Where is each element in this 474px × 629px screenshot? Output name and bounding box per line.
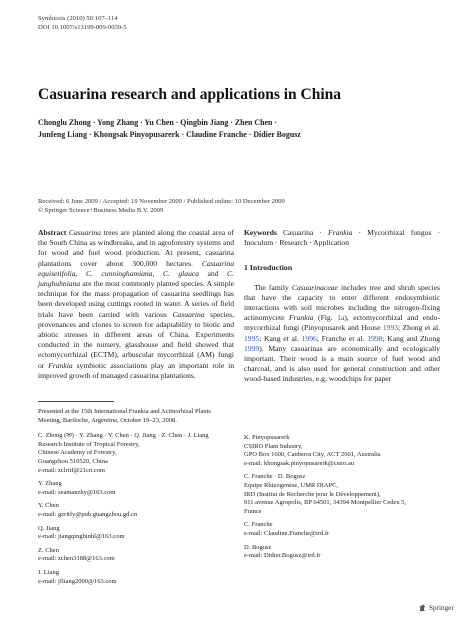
author-email[interactable]: e-mail: khongsak.pinyopusarerk@csiro.au (244, 459, 355, 467)
affiliation-block (244, 521, 440, 538)
affiliation-block (244, 544, 440, 561)
citation-link[interactable]: 1993 (382, 323, 399, 333)
intro-text: Frankia (289, 313, 314, 323)
publisher-logo (418, 603, 454, 612)
author-email[interactable]: e-mail: Didier.Bogusz@ird.fr (244, 552, 321, 560)
right-column (244, 228, 440, 385)
abstract-text: are the most commonly planted species. A simple technique for the mass propagation of casuarina seedlings has been developed using cuttings rooted in water. A series of field trials have been carried with various (38, 279, 234, 319)
author-email[interactable]: e-mail: jiangqingbinhl@163.com (38, 533, 125, 541)
citation-link[interactable]: 1995 (244, 333, 260, 343)
affiliation-line: C. Zhong (✉) · Y. Zhang · Y. Chen · Q. Jiang · Z. Chen · J. Liang (38, 432, 209, 440)
affiliation-block (38, 432, 234, 475)
abstract-paragraph (38, 228, 234, 381)
abstract-column (38, 228, 234, 381)
abstract-text: trees are planted along the coastal area of the South China as windbreaks, and in agroforestry systems and for wood and fuel wood production. At present, casuarina plantations cover about 300,000 hectares. (38, 228, 235, 268)
figure-link[interactable]: 1a (337, 313, 345, 323)
affiliation-line: 911 avenue Agropolis, BP 64501, 34394 Montpellier Cedex 5, (244, 499, 407, 507)
abstract-text: Frankia (48, 360, 73, 370)
affiliation-line: J. Liang (38, 568, 59, 576)
author-email[interactable]: e-mail: gzritfy@pub.guangzhou.gd.cn (38, 510, 138, 518)
author-list (38, 117, 438, 140)
intro-text: ; Zhong et al. (398, 323, 440, 333)
authors-line-2: Junfeng Liang · Khongsak Pinyopusarerk · Claudine Franche · Didier Bogusz (38, 129, 301, 139)
meeting-footnote: Presented at the 15th International Frankia and Actinorhizal Plants Meeting, Bariloche, Argentina, October 19–23, 2008. (38, 408, 211, 424)
abstract-text: species, provenances and clones to screen for adaptability to biotic and abiotic stresses in different areas of China. Experiments conducted in the nursery, glasshouse and field showed that ectomycorrhizal (ECTM), arbuscular mycorrhizal (AM) fungi or (38, 309, 234, 370)
affiliations-right (244, 434, 440, 561)
affiliation-block (38, 502, 234, 519)
publication-dates (38, 197, 285, 215)
springer-horse-icon (418, 603, 427, 612)
author-email[interactable]: e-mail: seamanzhy@163.com (38, 488, 116, 496)
intro-text: The family (254, 282, 292, 292)
author-email[interactable]: e-mail: Claudine.Franche@ird.fr (244, 529, 330, 537)
intro-text: ), ectomycorrhizal and endo-mycorrhizal fungi (Pinyopusarek and House (244, 313, 440, 333)
footnote-column-right (244, 434, 440, 566)
affiliation-line: France (244, 507, 262, 515)
affiliation-line: Equipe Rhizogenèse, UMR DIAPC, (244, 481, 339, 489)
citation-link[interactable]: 1998 (367, 333, 383, 343)
affiliation-block (38, 569, 234, 586)
affiliation-line: CSIRO Plant Industry, (244, 442, 303, 450)
author-email[interactable]: e-mail: zchen3188@163.com (38, 555, 115, 563)
intro-text: ; Kang and Zhong (382, 333, 440, 343)
keywords-label: Keywords (244, 228, 277, 237)
abstract-label: Abstract (38, 228, 67, 237)
intro-text: (Fig. (313, 313, 338, 323)
affiliation-line: Y. Chen (38, 502, 59, 510)
affiliation-block (38, 547, 234, 564)
journal-doi: DOI 10.1007/s13199-009-0039-5 (38, 24, 127, 31)
abstract-text: and (199, 268, 228, 278)
abstract-text: C. junghuhniana (38, 268, 234, 289)
affiliation-block (244, 434, 440, 468)
keywords-text: Casuarina · (282, 228, 329, 237)
abstract-text: symbiotic associations play an important role in improved growth of managed casuarina plantations. (38, 360, 234, 380)
intro-text: ; Kang et al. (259, 333, 302, 343)
introduction-heading: 1 Introduction (244, 263, 293, 273)
affiliation-line: K. Pinyopusarerk (244, 434, 290, 441)
affiliation-block (38, 480, 234, 497)
affiliation-block (38, 525, 234, 542)
publisher-name: Springer (429, 603, 454, 612)
abstract-text: Casuarina equisetifolia, C. cunninghamiana, C. glauca (38, 258, 234, 278)
affiliation-line: Z. Chen (38, 546, 59, 554)
affiliation-line: C. Franche (244, 521, 273, 529)
received-accepted-dates: Received: 6 June 2009 / Accepted: 19 November 2009 / Published online: 10 December 2009 (38, 198, 285, 205)
affiliation-line: GPO Box 1600, Canberra City, ACT 2601, Australia (244, 451, 381, 459)
copyright-notice: © Springer Science+Business Media B.V. 2009 (38, 207, 164, 214)
intro-text: includes tree and shrub species that have the capacity to enter different endosymbiotic interactions with soil microbes including the nitrogen-fixing actinomycete (244, 282, 440, 323)
citation-link[interactable]: 1999 (244, 343, 260, 353)
affiliation-line: Guangzhou 510520, China (38, 457, 108, 465)
affiliation-line: Y. Zhang (38, 480, 62, 488)
keywords-text: Frankia (328, 228, 353, 237)
affiliation-line: D. Bogusz (244, 543, 272, 551)
affiliation-line: Chinese Academy of Forestry, (38, 449, 117, 457)
intro-text: ; Franche et al. (316, 333, 368, 343)
abstract-text: Casuarina (172, 309, 205, 319)
intro-text: ). Many casuarinas are economically and ecologically important. Their wood is a main source of fuel wood and charcoal, and is also used for general construction and other wood-based industries, e.g. woodchips for paper (244, 343, 440, 384)
affiliation-line: C. Franche · D. Bogusz (244, 473, 306, 481)
affiliations-left (38, 432, 234, 586)
keywords-paragraph (244, 228, 440, 248)
affiliation-line: Research Institute of Tropical Forestry, (38, 440, 140, 448)
abstract-text: Casuarina (68, 228, 101, 237)
affiliation-line: IRD (Institut de Recherche pour le Développement), (244, 490, 381, 498)
author-email[interactable]: e-mail: jfliang2000@163.com (38, 577, 117, 585)
article-title: Casuarina research and applications in China (38, 86, 342, 103)
journal-header (38, 14, 127, 32)
footnote-divider (38, 401, 114, 402)
citation-link[interactable]: 1996 (301, 333, 317, 343)
affiliation-line: Q. Jiang (38, 524, 60, 532)
introduction-paragraph (244, 283, 440, 385)
author-email[interactable]: e-mail: zclritf@21cn.com (38, 466, 105, 474)
intro-text: Casuarinaceae (291, 282, 338, 292)
journal-citation: Symbiosis (2010) 50:107–114 (38, 15, 118, 22)
footnote-column-left (38, 408, 234, 591)
affiliation-block (244, 473, 440, 516)
keywords-text: · Mycorrhizal fungus · Inoculum · Research · Application (244, 228, 440, 248)
authors-line-1: Chonglu Zhong · Yong Zhang · Yu Chen · Qingbin Jiang · Zhen Chen · (38, 118, 278, 127)
